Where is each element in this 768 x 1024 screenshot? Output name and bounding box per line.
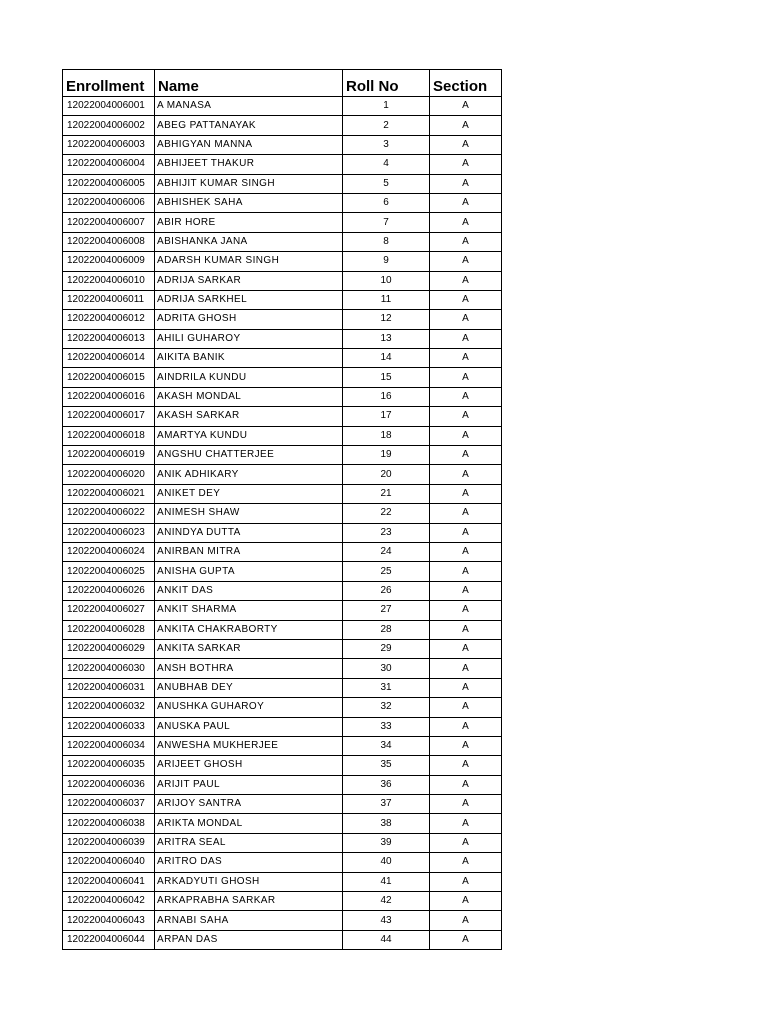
- name-cell: ANSH BOTHRA: [155, 659, 343, 678]
- enrollment-cell: 12022004006041: [63, 872, 155, 891]
- name-cell: ANUBHAB DEY: [155, 678, 343, 697]
- name-cell: AIKITA BANIK: [155, 349, 343, 368]
- name-cell: AKASH SARKAR: [155, 407, 343, 426]
- name-cell: ABEG PATTANAYAK: [155, 116, 343, 135]
- table-row: [63, 465, 502, 484]
- enrollment-cell: 12022004006009: [63, 252, 155, 271]
- table-row: [63, 853, 502, 872]
- section-cell: A: [430, 756, 502, 775]
- table-row: [63, 135, 502, 154]
- section-cell: A: [430, 271, 502, 290]
- enrollment-cell: 12022004006006: [63, 193, 155, 212]
- section-cell: A: [430, 523, 502, 542]
- section-cell: A: [430, 717, 502, 736]
- enrollment-cell: 12022004006003: [63, 135, 155, 154]
- header-enrollment: Enrollment: [63, 70, 155, 97]
- roll-no-cell: 8: [343, 232, 430, 251]
- enrollment-cell: 12022004006005: [63, 174, 155, 193]
- section-cell: A: [430, 329, 502, 348]
- roll-no-cell: 31: [343, 678, 430, 697]
- section-cell: A: [430, 736, 502, 755]
- name-cell: ANIRBAN MITRA: [155, 542, 343, 561]
- enrollment-cell: 12022004006042: [63, 892, 155, 911]
- name-cell: ADRITA GHOSH: [155, 310, 343, 329]
- enrollment-cell: 12022004006023: [63, 523, 155, 542]
- enrollment-cell: 12022004006038: [63, 814, 155, 833]
- name-cell: ABHIGYAN MANNA: [155, 135, 343, 154]
- section-cell: A: [430, 581, 502, 600]
- section-cell: A: [430, 678, 502, 697]
- roll-no-cell: 43: [343, 911, 430, 930]
- section-cell: A: [430, 833, 502, 852]
- roll-no-cell: 24: [343, 542, 430, 561]
- name-cell: ANIMESH SHAW: [155, 504, 343, 523]
- enrollment-cell: 12022004006028: [63, 620, 155, 639]
- roll-no-cell: 14: [343, 349, 430, 368]
- name-cell: ABISHANKA JANA: [155, 232, 343, 251]
- table-row: [63, 446, 502, 465]
- table-row: [63, 523, 502, 542]
- enrollment-cell: 12022004006027: [63, 601, 155, 620]
- enrollment-cell: 12022004006015: [63, 368, 155, 387]
- name-cell: ANINDYA DUTTA: [155, 523, 343, 542]
- name-cell: ARKADYUTI GHOSH: [155, 872, 343, 891]
- roll-no-cell: 19: [343, 446, 430, 465]
- section-cell: A: [430, 387, 502, 406]
- roll-no-cell: 29: [343, 639, 430, 658]
- roll-no-cell: 28: [343, 620, 430, 639]
- student-table: [62, 69, 502, 950]
- name-cell: ANIK ADHIKARY: [155, 465, 343, 484]
- section-cell: A: [430, 174, 502, 193]
- roll-no-cell: 37: [343, 795, 430, 814]
- name-cell: ANKITA CHAKRABORTY: [155, 620, 343, 639]
- section-cell: A: [430, 349, 502, 368]
- table-row: [63, 232, 502, 251]
- enrollment-cell: 12022004006021: [63, 484, 155, 503]
- table-row: [63, 872, 502, 891]
- roll-no-cell: 42: [343, 892, 430, 911]
- table-row: [63, 601, 502, 620]
- roll-no-cell: 6: [343, 193, 430, 212]
- section-cell: A: [430, 484, 502, 503]
- section-cell: A: [430, 504, 502, 523]
- table-row: [63, 814, 502, 833]
- table-row: [63, 349, 502, 368]
- section-cell: A: [430, 97, 502, 116]
- name-cell: ADARSH KUMAR SINGH: [155, 252, 343, 271]
- roll-no-cell: 35: [343, 756, 430, 775]
- name-cell: ANUSHKA GUHAROY: [155, 698, 343, 717]
- name-cell: ARITRA SEAL: [155, 833, 343, 852]
- section-cell: A: [430, 368, 502, 387]
- section-cell: A: [430, 930, 502, 949]
- table-row: [63, 892, 502, 911]
- enrollment-cell: 12022004006032: [63, 698, 155, 717]
- roll-no-cell: 34: [343, 736, 430, 755]
- table-row: [63, 504, 502, 523]
- name-cell: ANIKET DEY: [155, 484, 343, 503]
- enrollment-cell: 12022004006014: [63, 349, 155, 368]
- name-cell: ABHISHEK SAHA: [155, 193, 343, 212]
- name-cell: ABHIJEET THAKUR: [155, 155, 343, 174]
- roll-no-cell: 36: [343, 775, 430, 794]
- name-cell: ADRIJA SARKAR: [155, 271, 343, 290]
- section-cell: A: [430, 659, 502, 678]
- enrollment-cell: 12022004006037: [63, 795, 155, 814]
- section-cell: A: [430, 775, 502, 794]
- enrollment-cell: 12022004006016: [63, 387, 155, 406]
- table-row: [63, 620, 502, 639]
- section-cell: A: [430, 814, 502, 833]
- table-row: [63, 562, 502, 581]
- name-cell: AMARTYA KUNDU: [155, 426, 343, 445]
- section-cell: A: [430, 698, 502, 717]
- table-row: [63, 387, 502, 406]
- enrollment-cell: 12022004006017: [63, 407, 155, 426]
- enrollment-cell: 12022004006008: [63, 232, 155, 251]
- section-cell: A: [430, 446, 502, 465]
- roll-no-cell: 2: [343, 116, 430, 135]
- table-row: [63, 174, 502, 193]
- enrollment-cell: 12022004006024: [63, 542, 155, 561]
- table-row: [63, 659, 502, 678]
- enrollment-cell: 12022004006039: [63, 833, 155, 852]
- roll-no-cell: 15: [343, 368, 430, 387]
- enrollment-cell: 12022004006010: [63, 271, 155, 290]
- enrollment-cell: 12022004006013: [63, 329, 155, 348]
- enrollment-cell: 12022004006033: [63, 717, 155, 736]
- table-row: [63, 736, 502, 755]
- enrollment-cell: 12022004006004: [63, 155, 155, 174]
- table-row: [63, 116, 502, 135]
- section-cell: A: [430, 116, 502, 135]
- table-row: [63, 310, 502, 329]
- name-cell: A MANASA: [155, 97, 343, 116]
- table-row: [63, 484, 502, 503]
- enrollment-cell: 12022004006036: [63, 775, 155, 794]
- name-cell: AHILI GUHAROY: [155, 329, 343, 348]
- roll-no-cell: 21: [343, 484, 430, 503]
- header-row: [63, 70, 502, 97]
- table-row: [63, 368, 502, 387]
- roll-no-cell: 5: [343, 174, 430, 193]
- table-body: [63, 97, 502, 950]
- enrollment-cell: 12022004006019: [63, 446, 155, 465]
- roll-no-cell: 33: [343, 717, 430, 736]
- roll-no-cell: 39: [343, 833, 430, 852]
- table-row: [63, 426, 502, 445]
- table-row: [63, 193, 502, 212]
- roll-no-cell: 40: [343, 853, 430, 872]
- enrollment-cell: 12022004006040: [63, 853, 155, 872]
- name-cell: AINDRILA KUNDU: [155, 368, 343, 387]
- table-row: [63, 678, 502, 697]
- name-cell: ARPAN DAS: [155, 930, 343, 949]
- name-cell: ANGSHU CHATTERJEE: [155, 446, 343, 465]
- enrollment-cell: 12022004006030: [63, 659, 155, 678]
- section-cell: A: [430, 639, 502, 658]
- name-cell: ARKAPRABHA SARKAR: [155, 892, 343, 911]
- section-cell: A: [430, 252, 502, 271]
- enrollment-cell: 12022004006035: [63, 756, 155, 775]
- section-cell: A: [430, 213, 502, 232]
- table-row: [63, 795, 502, 814]
- name-cell: ABIR HORE: [155, 213, 343, 232]
- roll-no-cell: 41: [343, 872, 430, 891]
- name-cell: ARIJOY SANTRA: [155, 795, 343, 814]
- table-row: [63, 213, 502, 232]
- header-name: Name: [155, 70, 343, 97]
- enrollment-cell: 12022004006002: [63, 116, 155, 135]
- section-cell: A: [430, 193, 502, 212]
- roll-no-cell: 4: [343, 155, 430, 174]
- roll-no-cell: 38: [343, 814, 430, 833]
- section-cell: A: [430, 290, 502, 309]
- table-row: [63, 329, 502, 348]
- enrollment-cell: 12022004006025: [63, 562, 155, 581]
- table-row: [63, 97, 502, 116]
- table-row: [63, 542, 502, 561]
- enrollment-cell: 12022004006031: [63, 678, 155, 697]
- section-cell: A: [430, 135, 502, 154]
- section-cell: A: [430, 155, 502, 174]
- section-cell: A: [430, 426, 502, 445]
- name-cell: ADRIJA SARKHEL: [155, 290, 343, 309]
- header-section: Section: [430, 70, 502, 97]
- name-cell: ANKITA SARKAR: [155, 639, 343, 658]
- roll-no-cell: 30: [343, 659, 430, 678]
- section-cell: A: [430, 232, 502, 251]
- name-cell: ARIJEET GHOSH: [155, 756, 343, 775]
- section-cell: A: [430, 601, 502, 620]
- roll-no-cell: 11: [343, 290, 430, 309]
- section-cell: A: [430, 407, 502, 426]
- enrollment-cell: 12022004006043: [63, 911, 155, 930]
- name-cell: ANUSKA PAUL: [155, 717, 343, 736]
- name-cell: ARIKTA MONDAL: [155, 814, 343, 833]
- section-cell: A: [430, 911, 502, 930]
- table-row: [63, 290, 502, 309]
- roll-no-cell: 23: [343, 523, 430, 542]
- table-row: [63, 271, 502, 290]
- table-row: [63, 833, 502, 852]
- name-cell: ABHIJIT KUMAR SINGH: [155, 174, 343, 193]
- name-cell: ANKIT SHARMA: [155, 601, 343, 620]
- header-roll-no: Roll No: [343, 70, 430, 97]
- enrollment-cell: 12022004006020: [63, 465, 155, 484]
- section-cell: A: [430, 853, 502, 872]
- section-cell: A: [430, 465, 502, 484]
- roll-no-cell: 10: [343, 271, 430, 290]
- enrollment-cell: 12022004006007: [63, 213, 155, 232]
- table-row: [63, 407, 502, 426]
- enrollment-cell: 12022004006026: [63, 581, 155, 600]
- roll-no-cell: 9: [343, 252, 430, 271]
- enrollment-cell: 12022004006044: [63, 930, 155, 949]
- section-cell: A: [430, 892, 502, 911]
- table-row: [63, 639, 502, 658]
- roll-no-cell: 26: [343, 581, 430, 600]
- enrollment-cell: 12022004006012: [63, 310, 155, 329]
- table-row: [63, 911, 502, 930]
- table-row: [63, 155, 502, 174]
- roll-no-cell: 12: [343, 310, 430, 329]
- enrollment-cell: 12022004006011: [63, 290, 155, 309]
- roll-no-cell: 32: [343, 698, 430, 717]
- section-cell: A: [430, 542, 502, 561]
- name-cell: ARNABI SAHA: [155, 911, 343, 930]
- table-row: [63, 698, 502, 717]
- roll-no-cell: 1: [343, 97, 430, 116]
- roll-no-cell: 27: [343, 601, 430, 620]
- enrollment-cell: 12022004006029: [63, 639, 155, 658]
- roll-no-cell: 44: [343, 930, 430, 949]
- roll-no-cell: 22: [343, 504, 430, 523]
- name-cell: ANKIT DAS: [155, 581, 343, 600]
- section-cell: A: [430, 562, 502, 581]
- table-row: [63, 775, 502, 794]
- section-cell: A: [430, 872, 502, 891]
- table-row: [63, 756, 502, 775]
- roll-no-cell: 16: [343, 387, 430, 406]
- table-row: [63, 581, 502, 600]
- name-cell: ANISHA GUPTA: [155, 562, 343, 581]
- roll-no-cell: 18: [343, 426, 430, 445]
- roll-no-cell: 3: [343, 135, 430, 154]
- table-row: [63, 717, 502, 736]
- name-cell: ANWESHA MUKHERJEE: [155, 736, 343, 755]
- enrollment-cell: 12022004006001: [63, 97, 155, 116]
- roll-no-cell: 20: [343, 465, 430, 484]
- section-cell: A: [430, 310, 502, 329]
- name-cell: ARIJIT PAUL: [155, 775, 343, 794]
- table-row: [63, 252, 502, 271]
- roll-no-cell: 7: [343, 213, 430, 232]
- name-cell: ARITRO DAS: [155, 853, 343, 872]
- roll-no-cell: 17: [343, 407, 430, 426]
- name-cell: AKASH MONDAL: [155, 387, 343, 406]
- section-cell: A: [430, 795, 502, 814]
- roll-no-cell: 25: [343, 562, 430, 581]
- roll-no-cell: 13: [343, 329, 430, 348]
- table-row: [63, 930, 502, 949]
- enrollment-cell: 12022004006034: [63, 736, 155, 755]
- student-list-sheet: [62, 69, 502, 950]
- enrollment-cell: 12022004006022: [63, 504, 155, 523]
- section-cell: A: [430, 620, 502, 639]
- enrollment-cell: 12022004006018: [63, 426, 155, 445]
